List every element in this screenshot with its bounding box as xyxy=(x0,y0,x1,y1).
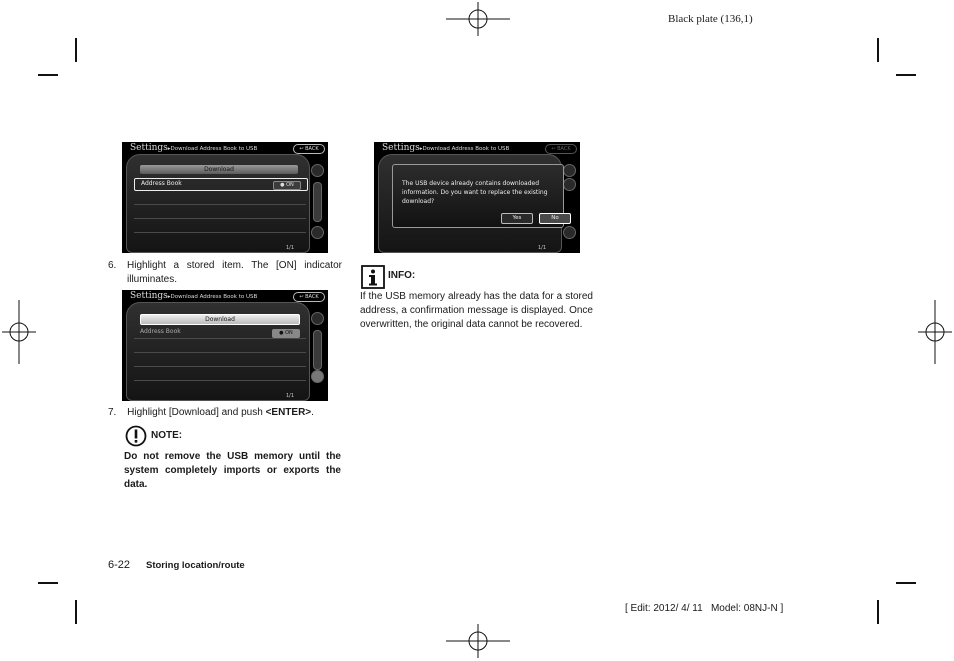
info-text: If the USB memory already has the data for a stored address, a confirmation message is displayed. Once overwritten, the original data cannot be recovered. xyxy=(360,291,593,330)
screen-title: Settings▸Download Address Book to USB xyxy=(382,143,510,153)
step-6 xyxy=(108,259,342,287)
step-number: 7. xyxy=(108,407,117,418)
page-indicator: 1/1 xyxy=(538,245,547,251)
download-button[interactable]: Download xyxy=(140,314,300,325)
list-item xyxy=(134,355,306,367)
screen-breadcrumb: ▸Download Address Book to USB xyxy=(167,146,258,152)
row-label: Address Book xyxy=(141,180,182,187)
on-indicator: ● ON xyxy=(272,329,300,338)
warning-icon xyxy=(125,425,147,447)
screen-download-initial xyxy=(122,142,328,253)
list-item xyxy=(134,341,306,353)
registration-mark-bottom xyxy=(446,624,510,660)
confirm-dialog xyxy=(392,164,564,228)
screen-breadcrumb: ▸Download Address Book to USB xyxy=(419,146,510,152)
scroll-mid-icon[interactable] xyxy=(563,178,576,191)
note-text: Do not remove the USB memory until the system completely imports or exports the data. xyxy=(124,451,341,490)
scrollbar[interactable] xyxy=(313,182,322,222)
no-button[interactable]: No xyxy=(539,213,571,224)
step-text: Highlight [Download] and push xyxy=(127,407,266,418)
info-heading: INFO: xyxy=(388,270,416,281)
list-item xyxy=(134,207,306,219)
scroll-up-icon[interactable] xyxy=(311,164,324,177)
note-heading: NOTE: xyxy=(151,430,183,441)
scroll-down-icon[interactable] xyxy=(311,370,324,383)
yes-button[interactable]: Yes xyxy=(501,213,533,224)
back-button[interactable]: ↩ BACK xyxy=(545,144,577,154)
page-indicator: 1/1 xyxy=(286,245,295,251)
plate-label: Black plate (136,1) xyxy=(668,13,753,25)
scroll-up-icon[interactable] xyxy=(563,164,576,177)
screen-download-on xyxy=(122,290,328,401)
scrollbar[interactable] xyxy=(313,330,322,370)
section-title: Storing location/route xyxy=(146,560,245,571)
list-item xyxy=(134,221,306,233)
back-button[interactable]: ↩ BACK xyxy=(293,144,325,154)
dialog-message: The USB device already contains downloaded information. Do you want to replace the existing download? xyxy=(402,180,548,205)
step-text: Highlight a stored item. The [ON] indicator illuminates. xyxy=(127,260,342,285)
screen-breadcrumb: ▸Download Address Book to USB xyxy=(167,294,258,300)
page-indicator: 1/1 xyxy=(286,393,295,399)
row-label: Address Book xyxy=(140,328,181,335)
page-number: 6-22 xyxy=(108,559,131,571)
info-icon xyxy=(361,265,385,289)
screen-title: Settings▸Download Address Book to USB xyxy=(130,291,258,301)
address-book-row[interactable] xyxy=(134,178,308,191)
registration-mark-right xyxy=(916,300,952,364)
list-item xyxy=(134,193,306,205)
screen-replace-confirm xyxy=(374,142,580,253)
step-number: 6. xyxy=(108,260,117,271)
step-7 xyxy=(108,406,348,420)
scroll-down-icon[interactable] xyxy=(311,226,324,239)
scroll-up-icon[interactable] xyxy=(311,312,324,325)
scroll-down-icon[interactable] xyxy=(563,226,576,239)
screen-title: Settings▸Download Address Book to USB xyxy=(130,143,258,153)
list-item xyxy=(134,369,306,381)
registration-mark-left xyxy=(2,300,38,364)
edit-info: [ Edit: 2012/ 4/ 11 Model: 08NJ-N ] xyxy=(625,603,784,614)
address-book-row[interactable] xyxy=(134,327,306,339)
step-end: . xyxy=(311,407,314,418)
enter-key: <ENTER> xyxy=(265,407,312,418)
on-indicator: ● ON xyxy=(273,181,301,190)
registration-mark-top xyxy=(446,2,510,38)
back-button[interactable]: ↩ BACK xyxy=(293,292,325,302)
download-button[interactable]: Download xyxy=(140,165,298,174)
